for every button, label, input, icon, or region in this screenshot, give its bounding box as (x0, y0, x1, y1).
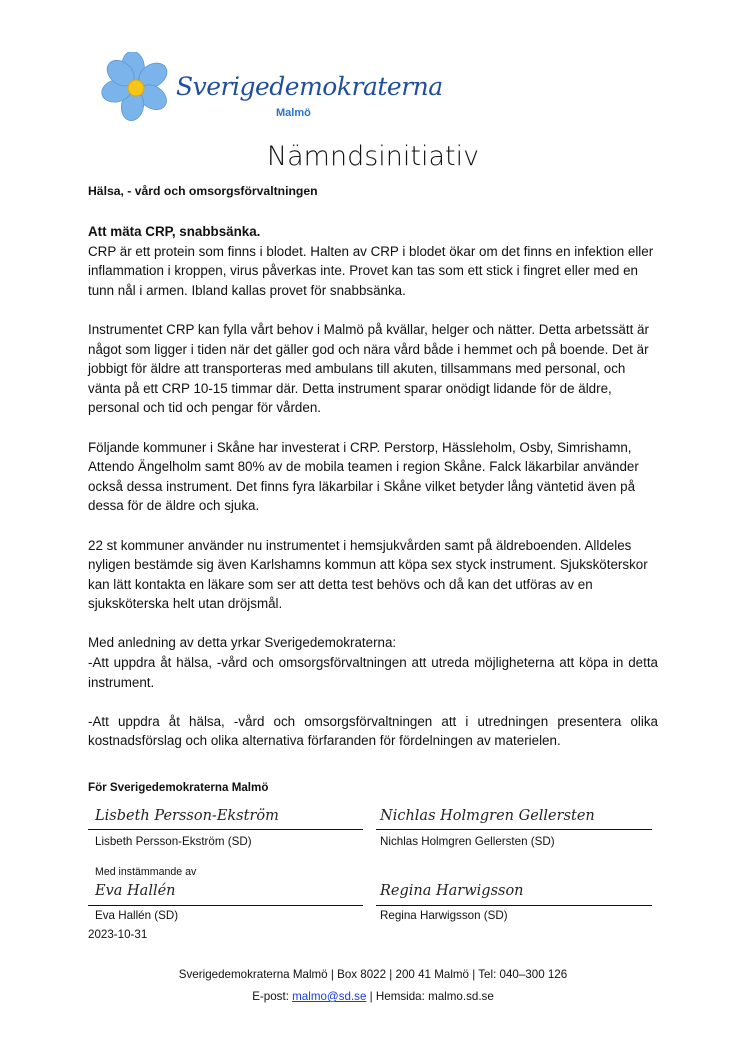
signature: Eva Hallén (95, 883, 176, 899)
signature: Regina Harwigsson (380, 883, 524, 899)
signatory-name: Eva Hallén (SD) (95, 909, 179, 922)
signature: Nichlas Holmgren Gellersten (380, 808, 595, 824)
signature: Lisbeth Persson-Ekström (95, 808, 279, 824)
section-heading: Att mäta CRP, snabbsänka. (88, 224, 261, 239)
department-heading: Hälsa, - vård och omsorgsförvaltningen (88, 184, 318, 198)
document-body (88, 222, 658, 751)
paragraph: 22 st kommuner använder nu instrumentet i hemsjukvården samt på äldreboenden. Alldeles nyligen bestämde sig även Karlshamns kommun att köpa sex styck instrument. Sjuksköterskor kan lätt kontakta en läkare som ser att detta test behövs och då kan det utföras av en sjuksköterska helt utan dröjsmål. (88, 537, 648, 612)
demand-item: -Att uppdra åt hälsa, -vård och omsorgsförvaltningen att utreda möjligheterna att köpa in detta instrument. (88, 655, 658, 690)
concurring-label: Med instämmande av (95, 866, 197, 878)
signatory-name: Regina Harwigsson (SD) (380, 909, 508, 922)
logo-name: Sverigedemokraterna (176, 72, 443, 101)
flower-icon (96, 52, 176, 122)
signatory-party: För Sverigedemokraterna Malmö (88, 781, 269, 794)
document-date: 2023-10-31 (88, 928, 148, 941)
party-logo (96, 52, 443, 122)
signature-line (88, 829, 363, 830)
signatory-name: Lisbeth Persson-Ekström (SD) (95, 835, 252, 848)
page-title: Nämndsinitiativ (266, 141, 480, 172)
footer-contact (0, 990, 746, 1003)
signatory-name: Nichlas Holmgren Gellersten (SD) (380, 835, 555, 848)
signature-line (376, 829, 652, 830)
email-label: E-post: (252, 990, 293, 1003)
footer-address: Sverigedemokraterna Malmö | Box 8022 | 200 41 Malmö | Tel: 040–300 126 (178, 968, 568, 981)
paragraph: CRP är ett protein som finns i blodet. Halten av CRP i blodet ökar om det finns en infektion eller inflammation i kroppen, virus påverkas inte. Provet kan tas som ett stick i fingret eller med en tunn nål i armen. Ibland kallas provet för snabbsänka. (88, 243, 654, 298)
paragraph: Instrumentet CRP kan fylla vårt behov i Malmö på kvällar, helger och nätter. Detta arbetssätt är något som ligger i tiden när det gäller god och nära vård både i hemmet och på boende. Det är jobbigt för äldre att transporteras med ambulans till akuten, tillsammans med personal, och vänta på ett CRP 10-15 timmar där. Detta instrument sparar onödigt lidande för de äldre, personal och tid och pengar för vården. (88, 321, 649, 416)
signature-line (88, 905, 363, 906)
email-link[interactable]: malmo@sd.se (292, 990, 367, 1003)
signature-line (376, 905, 652, 906)
paragraph: Följande kommuner i Skåne har investerat i CRP. Perstorp, Hässleholm, Osby, Simrishamn, Attendo Ängelholm samt 80% av de mobila teamen i region Skåne. Falck läkarbilar använder också dessa instrument. Det finns fyra läkarbilar i Skåne vilket betyder lång väntetid även på dessa för de äldre och sjuka. (88, 439, 639, 514)
website-text: | Hemsida: malmo.sd.se (366, 990, 494, 1003)
logo-city: Malmö (276, 107, 311, 119)
demand-item: -Att uppdra åt hälsa, -vård och omsorgsförvaltningen att i utredningen presentera olika kostnadsförslag och olika alternativa förfaranden för fördelningen av materielen. (88, 713, 658, 749)
demand-intro: Med anledning av detta yrkar Sverigedemokraterna: (88, 635, 397, 651)
